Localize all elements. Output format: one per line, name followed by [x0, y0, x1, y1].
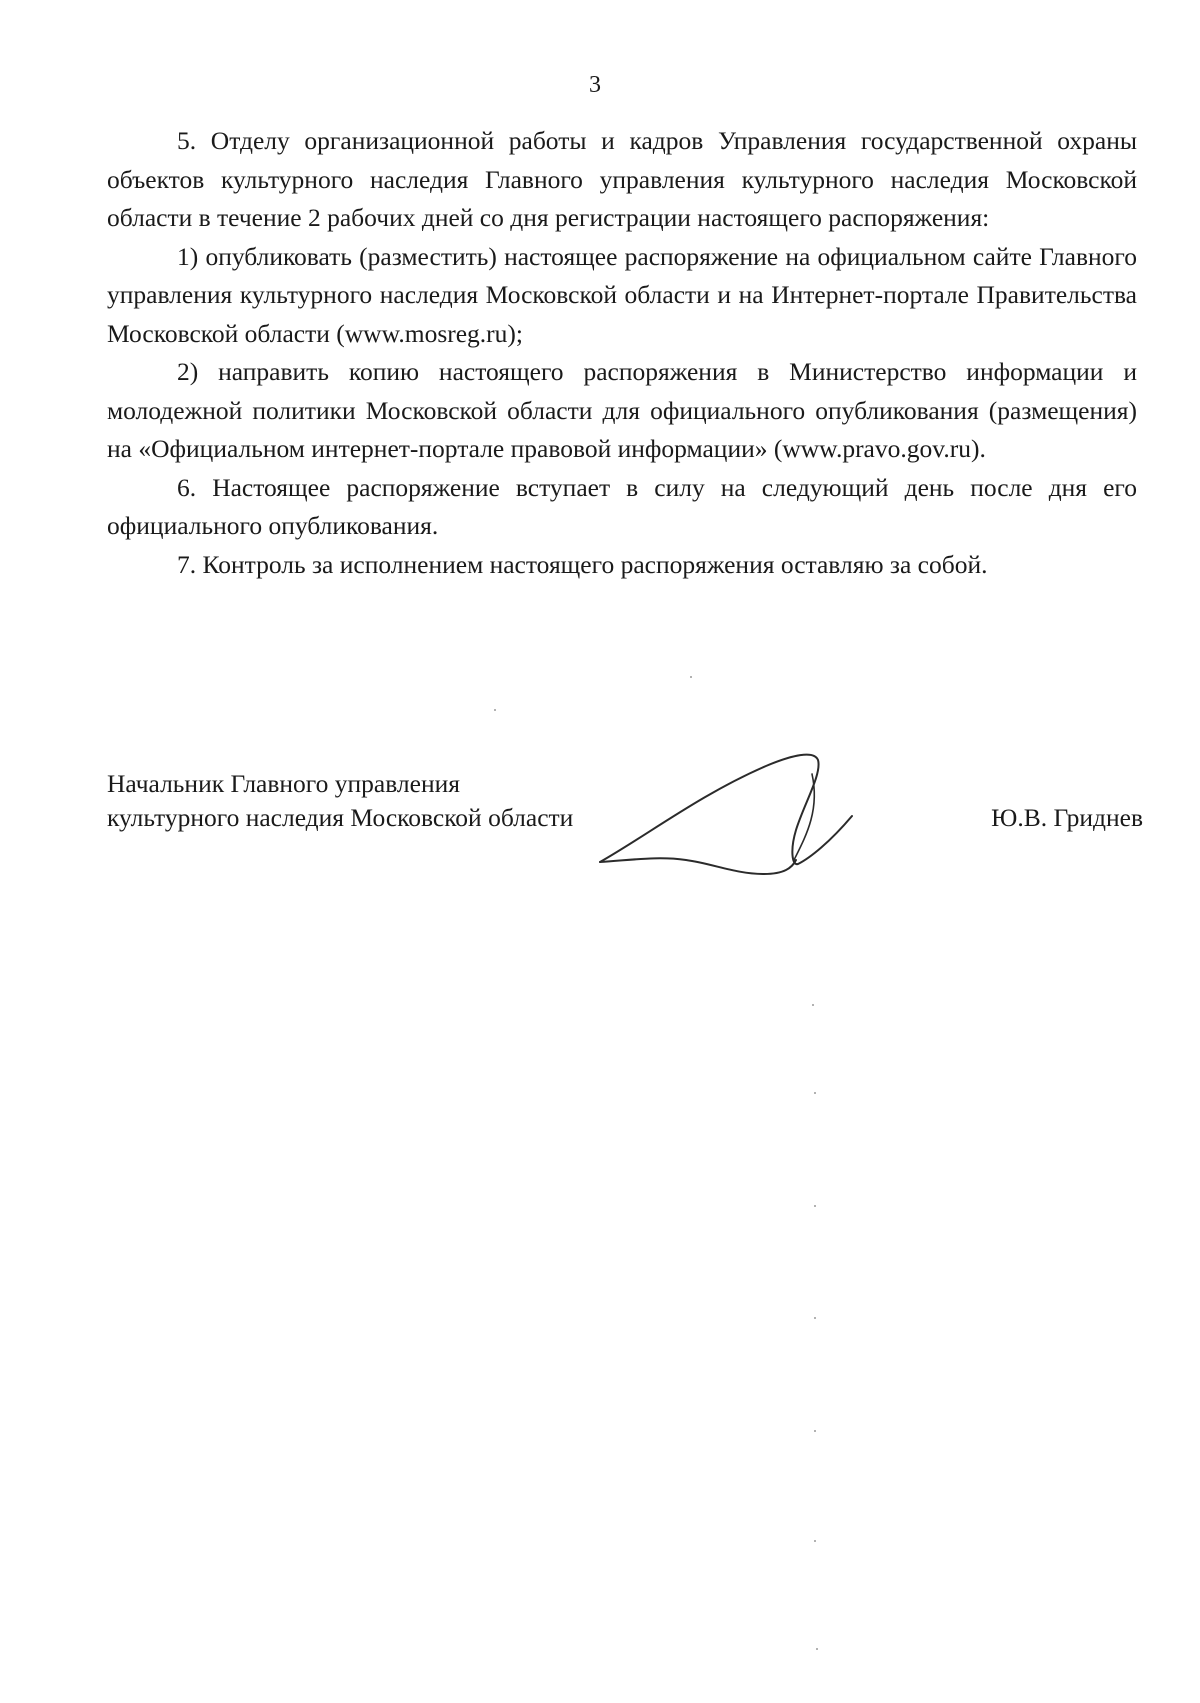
scan-speck	[494, 709, 496, 711]
scan-speck	[814, 1540, 816, 1542]
scan-speck	[814, 1430, 816, 1432]
document-body	[107, 122, 1137, 584]
signatory-position-line-2: культурного наследия Московской области	[107, 803, 574, 832]
scan-speck	[814, 1205, 816, 1207]
scan-speck	[814, 1092, 816, 1094]
scan-speck	[690, 676, 692, 678]
paragraph-item-6: 6. Настоящее распоряжение вступает в силу на следующий день после дня его официального опубликования.	[107, 472, 1137, 540]
scan-speck	[816, 1648, 818, 1650]
paragraph-subitem-2: 2) направить копию настоящего распоряжения в Министерство информации и молодежной политики Московской области для официального опубликования (размещения) на «Официальном интернет-портале правовой информации» (www.pravo.gov.ru).	[107, 357, 1137, 463]
paragraph-item-5: 5. Отделу организационной работы и кадров Управления государственной охраны объектов культурного наследия Главного управления культурного наследия Московской области в течение 2 рабочих дней со дня регистрации настоящего распоряжения:	[107, 126, 1137, 232]
signatory-name: Ю.В. Гриднев	[991, 803, 1143, 832]
signatory-position	[107, 767, 573, 835]
scan-speck	[812, 1004, 814, 1006]
scan-speck	[814, 1317, 816, 1319]
signatory-position-line-1: Начальник Главного управления	[107, 769, 460, 798]
paragraph-item-7: 7. Контроль за исполнением настоящего распоряжения оставляю за собой.	[177, 549, 988, 579]
paragraph-subitem-1: 1) опубликовать (разместить) настоящее распоряжение на официальном сайте Главного управления культурного наследия Московской области и на Интернет-портале Правительства Московской области (www.mosreg.ru);	[107, 241, 1137, 348]
page-number: 3	[589, 72, 601, 98]
handwritten-signature	[596, 752, 856, 878]
